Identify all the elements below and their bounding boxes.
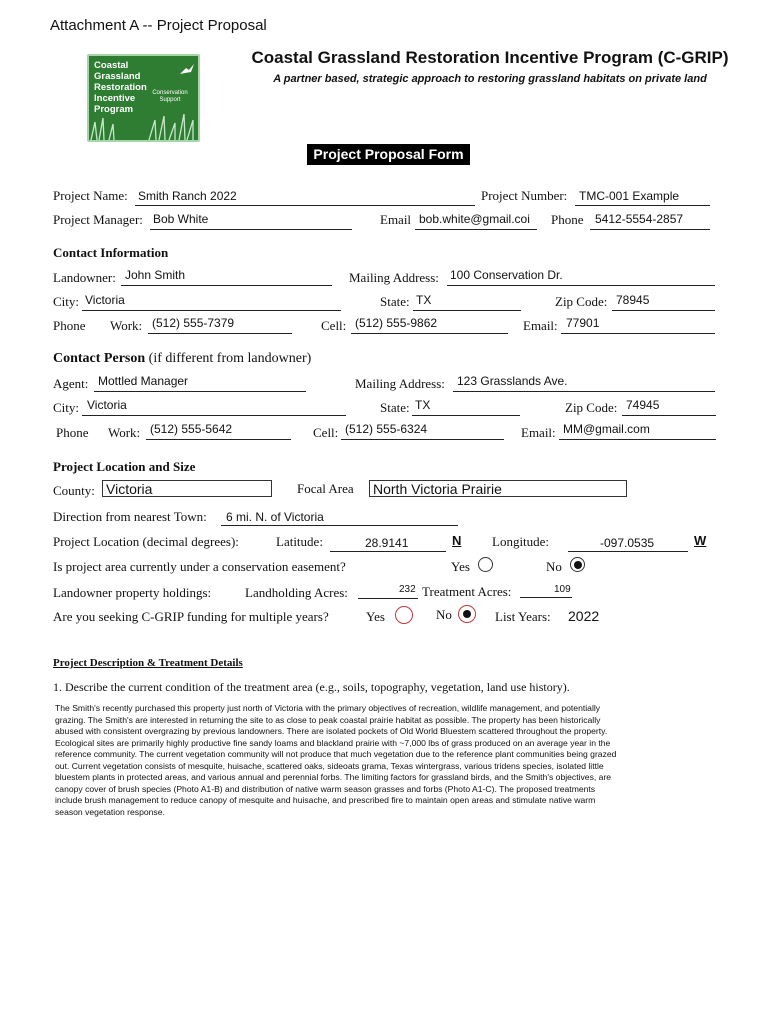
latitude-direction[interactable]: N xyxy=(452,533,462,548)
direction-line xyxy=(221,525,458,526)
description-heading: Project Description & Treatment Details xyxy=(53,657,243,669)
agent-zip-label: Zip Code: xyxy=(565,400,618,415)
cgrip-logo xyxy=(87,54,200,142)
longitude-line xyxy=(568,551,688,552)
agent-cell-line xyxy=(341,439,504,440)
list-years-label: List Years: xyxy=(495,609,551,624)
email-input[interactable]: 77901 xyxy=(566,316,600,330)
work-phone-input[interactable]: (512) 555-7379 xyxy=(152,316,235,330)
agent-label: Agent: xyxy=(53,376,89,391)
latitude-label: Latitude: xyxy=(276,534,323,549)
easement-question: Is project area currently under a conservation easement? xyxy=(53,559,346,574)
mailing-address-line xyxy=(447,285,715,286)
easement-no-label: No xyxy=(546,559,562,574)
decimal-degrees-label: Project Location (decimal degrees): xyxy=(53,534,239,549)
agent-state-label: State: xyxy=(380,400,410,415)
landowner-line xyxy=(121,285,332,286)
answer-line: abused with consistent overgrazing by previous landowners. There are isolated pockets of Old World Bluestem scattered throughout the property. xyxy=(55,726,608,736)
agent-city-input[interactable]: Victoria xyxy=(87,398,127,412)
project-manager-input[interactable]: Bob White xyxy=(153,212,209,226)
state-input[interactable]: TX xyxy=(416,293,432,307)
easement-yes-radio[interactable] xyxy=(478,557,493,572)
landowner-input[interactable]: John Smith xyxy=(125,268,186,282)
city-input[interactable]: Victoria xyxy=(85,293,125,307)
program-subtitle: A partner based, strategic approach to restoring grassland habitats on private land xyxy=(273,73,707,85)
project-email-label: Email xyxy=(380,212,412,227)
logo-badge: Conservation Support xyxy=(152,90,188,103)
agent-mailing-input[interactable]: 123 Grasslands Ave. xyxy=(457,374,568,388)
county-label: County: xyxy=(53,483,95,498)
state-label: State: xyxy=(380,294,410,309)
project-manager-label: Project Manager: xyxy=(53,212,143,227)
project-email-input[interactable]: bob.white@gmail.coi xyxy=(419,212,530,226)
focal-area-label: Focal Area xyxy=(297,481,354,496)
multi-year-question: Are you seeking C-GRIP funding for multiple years? xyxy=(53,609,329,624)
zip-input[interactable]: 78945 xyxy=(616,293,650,307)
answer-line: bluestem plants in protected areas, and various annual and perennial forbs. The limiting factors for grassland birds, and the Smith's objectives, are xyxy=(55,772,612,782)
cell-phone-label: Cell: xyxy=(321,318,347,333)
easement-no-selected xyxy=(574,561,582,569)
agent-line xyxy=(94,391,306,392)
agent-work-label: Work: xyxy=(108,425,141,440)
easement-no-radio[interactable] xyxy=(570,557,585,572)
description-answer[interactable] xyxy=(55,703,725,818)
answer-line: reference community. The current vegetation community will not produce that much vegetation due to the reference plant communities being grazed xyxy=(55,749,617,759)
agent-city-label: City: xyxy=(53,400,80,415)
direction-input[interactable]: 6 mi. N. of Victoria xyxy=(226,510,324,524)
cell-phone-input[interactable]: (512) 555-9862 xyxy=(355,316,438,330)
answer-line: Ecological sites are primarily highly productive fine sandy loams and blackland prairie with ~7,000 lbs of grass produced on an average year in the xyxy=(55,737,611,748)
zip-label: Zip Code: xyxy=(555,294,608,309)
work-phone-line xyxy=(148,333,292,334)
focal-area-input[interactable]: North Victoria Prairie xyxy=(369,480,627,497)
easement-yes-label: Yes xyxy=(451,559,470,574)
list-years-input[interactable]: 2022 xyxy=(568,608,600,624)
project-phone-input[interactable]: 5412-5554-2857 xyxy=(595,212,684,226)
project-phone-label: Phone xyxy=(551,212,584,227)
contact-info-heading: Contact Information xyxy=(53,245,169,260)
agent-email-line xyxy=(559,439,716,440)
holdings-label: Landowner property holdings: xyxy=(53,585,212,600)
project-number-line xyxy=(575,205,710,206)
location-heading: Project Location and Size xyxy=(53,459,196,474)
contact-person-heading: Contact Person (if different from landowner) xyxy=(53,351,312,366)
project-number-input[interactable]: TMC-001 Example xyxy=(579,189,680,203)
longitude-input[interactable]: -097.0535 xyxy=(600,536,655,550)
direction-label: Direction from nearest Town: xyxy=(53,509,207,524)
grass-icon xyxy=(89,114,198,140)
email-label: Email: xyxy=(523,318,558,333)
agent-email-input[interactable]: MM@gmail.com xyxy=(563,422,650,436)
agent-zip-line xyxy=(622,415,716,416)
bird-icon xyxy=(177,60,197,80)
mailing-address-input[interactable]: 100 Conservation Dr. xyxy=(450,268,563,282)
agent-input[interactable]: Mottled Manager xyxy=(98,374,189,388)
treatment-acres-label: Treatment Acres: xyxy=(422,584,512,599)
attachment-header: Attachment A -- Project Proposal xyxy=(50,17,267,34)
answer-line: canopy cover of brush species (Photo A1-B) and distribution of native warm season grasses and forbs (Photo A1-C). The proposed treatments xyxy=(55,783,596,794)
form-title: Project Proposal Form xyxy=(307,144,470,165)
city-label: City: xyxy=(53,294,80,309)
cell-phone-line xyxy=(351,333,508,334)
multi-year-yes-label: Yes xyxy=(366,609,385,624)
phone-label: Phone xyxy=(53,318,86,333)
email-line xyxy=(561,333,715,334)
agent-mailing-line xyxy=(453,391,715,392)
agent-mailing-label: Mailing Address: xyxy=(355,376,445,391)
answer-line: season vegetation response. xyxy=(55,806,165,817)
agent-zip-input[interactable]: 74945 xyxy=(626,398,660,412)
logo-text: Coastal Grassland Restoration Incentive Program xyxy=(94,60,147,115)
landholding-acres-input[interactable]: 232 xyxy=(399,584,416,595)
city-line xyxy=(82,310,341,311)
longitude-label: Longitude: xyxy=(492,534,550,549)
agent-work-line xyxy=(146,439,291,440)
treatment-acres-input[interactable]: 109 xyxy=(554,584,571,595)
multi-year-no-radio[interactable] xyxy=(458,605,476,623)
county-input[interactable]: Victoria xyxy=(102,480,272,497)
agent-cell-input[interactable]: (512) 555-6324 xyxy=(345,422,428,436)
treatment-acres-line xyxy=(520,597,572,598)
project-email-line xyxy=(415,229,537,230)
agent-phone-label: Phone xyxy=(56,425,89,440)
answer-line: out. Current vegetation consists of mesquite, huisache, scattered oaks, sideoats grama, Texas wintergrass, various tridens species, isolated little xyxy=(55,760,604,771)
multi-year-no-selected xyxy=(463,610,471,618)
latitude-line xyxy=(330,551,446,552)
project-name-line xyxy=(135,205,475,206)
project-number-label: Project Number: xyxy=(481,188,568,203)
agent-city-line xyxy=(82,415,346,416)
answer-line: include brush management to reduce canopy of mesquite and huisache, and prescribed fire to maintain open areas and stimulate native warm xyxy=(55,795,596,805)
landholding-acres-line xyxy=(358,598,418,599)
description-question-1: 1. Describe the current condition of the treatment area (e.g., soils, topography, vegetation, land use history). xyxy=(53,680,570,694)
latitude-input[interactable]: 28.9141 xyxy=(365,536,409,550)
program-title: Coastal Grassland Restoration Incentive Program (C-GRIP) xyxy=(251,48,729,67)
longitude-direction[interactable]: W xyxy=(694,533,707,548)
agent-cell-label: Cell: xyxy=(313,425,339,440)
project-manager-line xyxy=(150,229,352,230)
agent-state-line xyxy=(412,415,520,416)
answer-line: grazing. The Smith's are interested in returning the site to as close to peak coastal prairie habitat as possible. The property has been historically xyxy=(55,714,601,725)
state-line xyxy=(413,310,521,311)
work-phone-label: Work: xyxy=(110,318,143,333)
answer-line: The Smith's recently purchased this property just north of Victoria with the primary objectives of recreation, wildlife management, and potentially xyxy=(55,703,601,713)
agent-state-input[interactable]: TX xyxy=(415,398,431,412)
agent-email-label: Email: xyxy=(521,425,556,440)
agent-work-input[interactable]: (512) 555-5642 xyxy=(150,422,233,436)
multi-year-no-label: No xyxy=(436,607,452,622)
landowner-label: Landowner: xyxy=(53,270,116,285)
project-name-input[interactable]: Smith Ranch 2022 xyxy=(138,189,237,203)
mailing-address-label: Mailing Address: xyxy=(349,270,439,285)
zip-line xyxy=(612,310,715,311)
project-name-label: Project Name: xyxy=(53,188,128,203)
landholding-acres-label: Landholding Acres: xyxy=(245,585,348,600)
project-phone-line xyxy=(590,229,710,230)
multi-year-yes-radio[interactable] xyxy=(395,606,413,624)
